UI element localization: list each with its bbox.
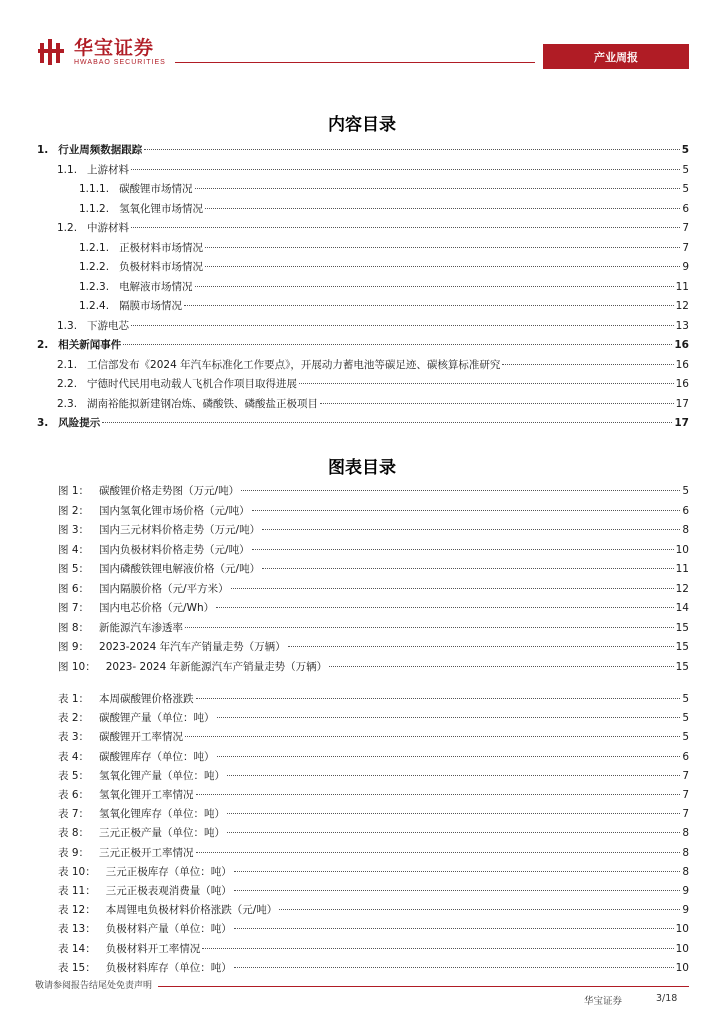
- toc-entry[interactable]: [57, 356, 689, 374]
- toc-entry-text: 风险提示: [58, 417, 101, 429]
- toc-entry-number: 1.1.1.: [79, 183, 110, 195]
- toc-entry[interactable]: [58, 638, 689, 656]
- toc-leader-dots: [241, 490, 680, 491]
- toc-entry[interactable]: [57, 161, 689, 179]
- toc-leader-dots: [144, 149, 679, 150]
- toc-entry-page: 15: [675, 660, 689, 673]
- toc-entry-page: 7: [682, 769, 689, 782]
- toc-entry-text: 国内电芯价格（元/Wh）: [99, 602, 215, 614]
- toc-leader-dots: [131, 325, 674, 326]
- toc-entry-number: 2.2.: [57, 378, 78, 390]
- toc-entry-page: 5: [682, 163, 689, 176]
- toc-entry-page: 5: [682, 712, 689, 725]
- toc-entry-page: 7: [682, 241, 689, 254]
- toc-entry-number: 1.2.3.: [79, 280, 110, 293]
- toc-entry-label: [79, 239, 203, 257]
- toc-entry-number: 图 8：: [58, 621, 90, 634]
- toc-entry[interactable]: [58, 940, 689, 958]
- toc-entry-page: 5: [682, 693, 689, 705]
- toc-entry-text: 负极材料开工率情况: [105, 942, 201, 955]
- toc-entry[interactable]: [58, 599, 689, 617]
- toc-entry-label: [58, 690, 194, 708]
- toc-entry-page: 8: [682, 846, 689, 859]
- toc-entry-page: 5: [682, 485, 689, 497]
- toc-entry-page: 12: [675, 582, 689, 595]
- toc-entry-text: 碳酸锂开工率情况: [99, 731, 184, 744]
- toc-entry-page: 8: [682, 524, 689, 536]
- toc-entry-label: [57, 219, 129, 237]
- toc-entry-number: 图 1：: [58, 485, 90, 497]
- toc-leader-dots: [205, 247, 680, 248]
- toc-entry-page: 5: [682, 183, 689, 195]
- toc-entry-label: [58, 619, 183, 637]
- contents-title: 内容目录: [328, 115, 396, 135]
- toc-entry-number: 图 6：: [58, 582, 90, 595]
- toc-entry-label: [58, 920, 232, 938]
- toc-entry-page: 6: [682, 504, 689, 517]
- toc-entry-number: 1.3.: [57, 319, 78, 332]
- toc-entry-number: 表 6：: [58, 789, 90, 801]
- toc-entry-text: 三元正极表观消费量（吨）: [105, 885, 232, 897]
- toc-entry-text: 工信部发布《2024 年汽车标准化工作要点》，开展动力蓄电池等碳足迹、碳核算标准研究: [87, 358, 501, 371]
- toc-leader-dots: [131, 227, 680, 228]
- toc-entry-number: 1.2.4.: [79, 300, 110, 312]
- toc-entry-text: 氢氧化锂市场情况: [119, 202, 204, 215]
- toc-entry-page: 11: [675, 563, 689, 575]
- toc-leader-dots: [231, 588, 674, 589]
- toc-entry-text: 氢氧化锂库存（单位：吨）: [99, 808, 226, 821]
- toc-entry-number: 1.1.2.: [79, 202, 110, 215]
- toc-entry-text: 本周碳酸锂价格涨跌: [99, 693, 194, 705]
- toc-entry[interactable]: [58, 805, 689, 823]
- toc-entry-label: [57, 161, 129, 179]
- toc-leader-dots: [288, 646, 674, 647]
- toc-entry-label: [58, 824, 225, 842]
- toc-entry-number: 表 5：: [58, 769, 90, 782]
- toc-entry[interactable]: [58, 920, 689, 938]
- toc-entry-page: 5: [682, 731, 689, 744]
- toc-entry-page: 10: [675, 942, 689, 955]
- toc-entry-label: [58, 658, 327, 676]
- toc-entry-label: [79, 180, 193, 198]
- toc-entry-number: 表 1：: [58, 693, 90, 705]
- toc-entry-number: 表 10：: [58, 865, 96, 878]
- toc-entry-number: 表 14：: [58, 942, 96, 955]
- figures-title: 图表目录: [328, 458, 396, 478]
- toc-entry-text: 负极材料市场情况: [119, 261, 204, 273]
- toc-entry-label: [79, 297, 182, 315]
- toc-entry-page: 14: [675, 602, 689, 614]
- toc-leader-dots: [195, 188, 681, 189]
- toc-entry[interactable]: [58, 959, 689, 977]
- toc-entry-number: 2.1.: [57, 358, 78, 371]
- toc-entry-label: [58, 901, 277, 919]
- toc-entry-text: 国内负极材料价格走势（元/吨）: [99, 543, 250, 556]
- toc-entry-label: [79, 278, 193, 296]
- toc-entry-text: 三元正极产量（单位：吨）: [99, 827, 226, 840]
- toc-entry-label: [37, 141, 142, 159]
- toc-entry-label: [79, 258, 203, 276]
- toc-entry-number: 表 4：: [58, 750, 90, 763]
- toc-leader-dots: [262, 568, 674, 569]
- toc-entry[interactable]: [79, 258, 689, 276]
- toc-entry-label: [57, 375, 297, 393]
- toc-entry-number: 1.1.: [57, 163, 78, 176]
- toc-entry-text: 国内隔膜价格（元/平方米）: [99, 582, 229, 595]
- toc-entry-number: 表 7：: [58, 808, 90, 821]
- toc-leader-dots: [299, 383, 674, 384]
- toc-leader-dots: [185, 736, 680, 737]
- toc-entry[interactable]: [37, 414, 689, 432]
- toc-entry[interactable]: [79, 239, 689, 257]
- toc-entry-number: 表 15：: [58, 961, 96, 974]
- toc-entry-text: 国内三元材料价格走势（万元/吨）: [99, 524, 261, 536]
- toc-entry[interactable]: [58, 482, 689, 500]
- logo-mark-icon: [38, 37, 68, 67]
- toc-entry-page: 8: [682, 865, 689, 878]
- toc-entry-text: 碳酸锂库存（单位：吨）: [99, 750, 215, 763]
- toc-entry-number: 表 2：: [58, 712, 90, 725]
- toc-entry[interactable]: [37, 336, 689, 354]
- toc-entry-text: 负极材料产量（单位：吨）: [105, 923, 232, 936]
- toc-entry[interactable]: [57, 219, 689, 237]
- toc-entry-page: 9: [682, 885, 689, 897]
- toc-entry-page: 10: [675, 961, 689, 974]
- toc-entry-text: 碳酸锂市场情况: [119, 183, 193, 195]
- toc-entry[interactable]: [58, 786, 689, 804]
- toc-entry-text: 三元正极开工率情况: [99, 846, 194, 859]
- toc-entry-text: 隔膜市场情况: [119, 300, 183, 312]
- toc-leader-dots: [320, 403, 674, 404]
- toc-entry-label: [58, 805, 225, 823]
- toc-entry-label: [57, 356, 500, 374]
- toc-entry-number: 图 10：: [58, 660, 96, 673]
- toc-leader-dots: [234, 967, 674, 968]
- toc-entry-number: 表 12：: [58, 904, 96, 917]
- toc-entry-page: 17: [675, 397, 689, 410]
- toc-entry[interactable]: [58, 728, 689, 746]
- toc-entry-number: 表 11：: [58, 885, 96, 897]
- toc-entry-page: 7: [682, 789, 689, 801]
- header-divider: [175, 62, 535, 63]
- toc-entry[interactable]: [37, 141, 689, 159]
- footer-page-number: 3/18: [656, 993, 678, 1004]
- toc-entry-label: [58, 728, 183, 746]
- toc-entry-page: 15: [675, 641, 689, 653]
- toc-entry[interactable]: [58, 560, 689, 578]
- toc-entry-label: [58, 482, 239, 500]
- toc-entry-text: 正极材料市场情况: [119, 241, 204, 254]
- toc-entry[interactable]: [79, 180, 689, 198]
- toc-entry-label: [37, 414, 100, 432]
- toc-entry[interactable]: [58, 521, 689, 539]
- toc-entry-page: 17: [674, 417, 689, 429]
- toc-leader-dots: [216, 607, 674, 608]
- toc-entry-page: 6: [682, 750, 689, 763]
- toc-entry-text: 电解液市场情况: [119, 280, 193, 293]
- toc-entry[interactable]: [57, 375, 689, 393]
- toc-entry-text: 氢氧化锂产量（单位：吨）: [99, 769, 226, 782]
- toc-entry-text: 宁德时代民用电动载人飞机合作项目取得进展: [87, 378, 298, 390]
- toc-entry[interactable]: [79, 200, 689, 218]
- toc-entry[interactable]: [58, 767, 689, 785]
- toc-entry-number: 图 2：: [58, 504, 90, 517]
- toc-entry[interactable]: [58, 709, 689, 727]
- toc-leader-dots: [205, 266, 680, 267]
- toc-leader-dots: [227, 775, 680, 776]
- toc-leader-dots: [279, 909, 680, 910]
- toc-leader-dots: [502, 364, 673, 365]
- toc-entry-page: 10: [675, 543, 689, 556]
- toc-leader-dots: [217, 717, 681, 718]
- toc-entry-text: 湖南裕能拟新建钢冶炼、磷酸铁、磷酸盐正极项目: [87, 397, 319, 410]
- toc-entry-text: 三元正极库存（单位：吨）: [105, 865, 232, 878]
- toc-entry-text: 下游电芯: [87, 319, 130, 332]
- toc-entry-number: 表 8：: [58, 827, 90, 840]
- toc-leader-dots: [234, 890, 681, 891]
- toc-entry[interactable]: [58, 690, 689, 708]
- toc-entry-text: 2023- 2024 年新能源汽车产销量走势（万辆）: [105, 660, 328, 673]
- report-type-badge: 产业周报: [543, 44, 689, 69]
- toc-entry-label: [58, 580, 229, 598]
- toc-leader-dots: [227, 813, 680, 814]
- toc-entry-label: [58, 521, 260, 539]
- toc-entry[interactable]: [58, 844, 689, 862]
- toc-entry[interactable]: [57, 317, 689, 335]
- logo-name-cn: 华宝证券: [74, 36, 155, 59]
- toc-entry-number: 表 9：: [58, 846, 90, 859]
- toc-entry[interactable]: [58, 658, 689, 676]
- toc-entry-number: 表 13：: [58, 923, 96, 936]
- toc-entry-label: [58, 786, 194, 804]
- toc-entry[interactable]: [58, 824, 689, 842]
- toc-leader-dots: [102, 422, 672, 423]
- toc-leader-dots: [196, 794, 681, 795]
- toc-entry-text: 上游材料: [87, 163, 130, 176]
- toc-leader-dots: [131, 169, 680, 170]
- toc-entry-label: [58, 863, 232, 881]
- toc-entry-page: 16: [674, 339, 689, 351]
- toc-entry-number: 2.: [37, 339, 49, 351]
- toc-leader-dots: [184, 305, 674, 306]
- toc-leader-dots: [252, 549, 674, 550]
- toc-entry-page: 5: [681, 144, 689, 156]
- toc-entry-label: [57, 395, 318, 413]
- toc-leader-dots: [262, 529, 680, 530]
- toc-entry[interactable]: [57, 395, 689, 413]
- toc-entry-label: [37, 336, 121, 354]
- toc-entry-page: 9: [682, 904, 689, 917]
- toc-entry-page: 8: [682, 827, 689, 840]
- logo-name-en: HWABAO SECURITIES: [74, 58, 166, 66]
- toc-entry[interactable]: [58, 748, 689, 766]
- toc-entry-label: [57, 317, 129, 335]
- toc-leader-dots: [234, 928, 674, 929]
- toc-entry-label: [58, 882, 232, 900]
- toc-entry[interactable]: [79, 297, 689, 315]
- toc-entry-number: 3.: [37, 417, 49, 429]
- toc-entry-page: 11: [675, 280, 689, 293]
- toc-entry-text: 负极材料库存（单位：吨）: [105, 961, 232, 974]
- toc-entry-page: 9: [682, 261, 689, 273]
- toc-entry-label: [58, 541, 250, 559]
- toc-entry-label: [58, 638, 286, 656]
- footer-company: 华宝证券: [584, 996, 623, 1007]
- toc-leader-dots: [196, 698, 681, 699]
- toc-entry-number: 图 9：: [58, 641, 90, 653]
- toc-entry-number: 1.2.1.: [79, 241, 110, 254]
- toc-entry[interactable]: [58, 541, 689, 559]
- toc-entry-text: 相关新闻事件: [58, 339, 122, 351]
- toc-entry-text: 行业周频数据跟踪: [58, 144, 143, 156]
- toc-entry-number: 表 3：: [58, 731, 90, 744]
- toc-entry-page: 16: [675, 358, 689, 371]
- toc-leader-dots: [195, 286, 674, 287]
- toc-entry-page: 15: [675, 621, 689, 634]
- toc-leader-dots: [205, 208, 680, 209]
- toc-leader-dots: [123, 344, 672, 345]
- toc-entry[interactable]: [79, 278, 689, 296]
- toc-entry-label: [58, 599, 214, 617]
- toc-leader-dots: [196, 852, 681, 853]
- toc-leader-dots: [202, 948, 673, 949]
- toc-entry-number: 图 5：: [58, 563, 90, 575]
- toc-entry-page: 13: [675, 319, 689, 332]
- toc-entry-page: 6: [682, 202, 689, 215]
- toc-entry-text: 本周锂电负极材料价格涨跌（元/吨）: [105, 904, 278, 917]
- toc-entry-label: [58, 959, 232, 977]
- toc-entry-label: [58, 767, 225, 785]
- toc-entry-label: [58, 844, 194, 862]
- toc-entry-text: 氢氧化锂开工率情况: [99, 789, 194, 801]
- toc-entry-label: [79, 200, 203, 218]
- toc-entry-page: 16: [675, 378, 689, 390]
- toc-entry-number: 1.2.: [57, 222, 78, 234]
- toc-entry[interactable]: [58, 863, 689, 881]
- toc-entry-text: 国内磷酸铁锂电解液价格（元/吨）: [99, 563, 261, 575]
- toc-entry-label: [58, 709, 215, 727]
- toc-entry-text: 碳酸锂产量（单位：吨）: [99, 712, 215, 725]
- toc-entry-page: 12: [675, 300, 689, 312]
- toc-entry-page: 10: [675, 923, 689, 936]
- toc-entry[interactable]: [58, 502, 689, 520]
- company-logo: [38, 37, 166, 67]
- toc-entry[interactable]: [58, 619, 689, 637]
- toc-entry-number: 1.: [37, 144, 49, 156]
- toc-entry-page: 7: [682, 808, 689, 821]
- toc-entry[interactable]: [58, 901, 689, 919]
- toc-entry-text: 中游材料: [87, 222, 130, 234]
- toc-leader-dots: [252, 510, 681, 511]
- toc-entry-text: 2023-2024 年汽车产销量走势（万辆）: [99, 641, 286, 653]
- toc-entry-number: 2.3.: [57, 397, 78, 410]
- toc-leader-dots: [217, 756, 681, 757]
- toc-entry-label: [58, 748, 215, 766]
- toc-leader-dots: [185, 627, 674, 628]
- footer-disclaimer: 敬请参阅报告结尾处免责声明: [35, 978, 158, 991]
- toc-entry-number: 图 7：: [58, 602, 90, 614]
- toc-leader-dots: [329, 666, 674, 667]
- toc-entry-number: 1.2.2.: [79, 261, 110, 273]
- toc-entry-label: [58, 502, 250, 520]
- toc-entry-text: 国内氢氧化锂市场价格（元/吨）: [99, 504, 250, 517]
- toc-leader-dots: [234, 871, 681, 872]
- toc-entry[interactable]: [58, 882, 689, 900]
- toc-entry-text: 新能源汽车渗透率: [99, 621, 184, 634]
- toc-entry-text: 碳酸锂价格走势图（万元/吨）: [99, 485, 240, 497]
- toc-entry-label: [58, 560, 260, 578]
- toc-entry-number: 图 3：: [58, 524, 90, 536]
- toc-entry-label: [58, 940, 200, 958]
- toc-entry-number: 图 4：: [58, 543, 90, 556]
- toc-entry-page: 7: [682, 222, 689, 234]
- toc-entry[interactable]: [58, 580, 689, 598]
- toc-leader-dots: [227, 832, 680, 833]
